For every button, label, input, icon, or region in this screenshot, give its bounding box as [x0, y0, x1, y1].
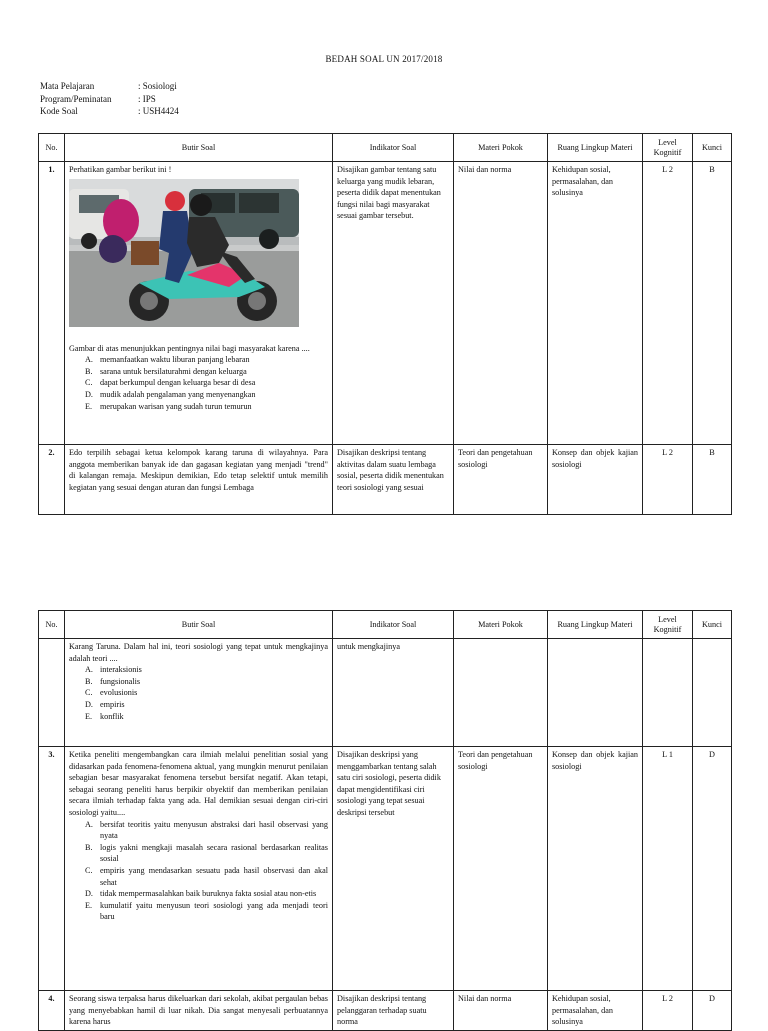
answer-option — [69, 865, 328, 888]
answer-options — [69, 664, 328, 722]
meta-value: : USH4424 — [138, 106, 179, 116]
option-text: logis yakni mengkaji masalah secara rasional berdasarkan realitas sosial — [100, 842, 328, 864]
header-materi: Materi Pokok — [454, 134, 548, 162]
option-text: bersifat teoritis yaitu menyusun abstraksi dari hasil observasi yang nyata — [100, 819, 328, 841]
question-number: 4. — [39, 991, 65, 1031]
header-indikator: Indikator Soal — [333, 611, 454, 639]
ruang-lingkup-cell: Konsep dan objek kajian sosiologi — [548, 747, 643, 991]
option-text: evolusionis — [100, 688, 138, 698]
option-text: empiris yang mendasarkan sesuatu pada hasil observasi dan akal sehat — [100, 865, 328, 887]
materi-cell: Nilai dan norma — [454, 162, 548, 445]
answer-option — [69, 687, 328, 699]
header-butir-soal: Butir Soal — [65, 611, 333, 639]
option-text: fungsionalis — [100, 676, 141, 686]
answer-option — [69, 676, 328, 688]
question-body — [65, 639, 333, 747]
indikator-cell: Disajikan deskripsi tentang aktivitas dalam suatu lembaga sosial, peserta didik menentukan teori sosiologi yang sesuai — [333, 445, 454, 515]
kunci-cell: B — [693, 445, 732, 515]
header-butir-soal: Butir Soal — [65, 134, 333, 162]
meta-row-subject — [40, 80, 179, 93]
option-text: konflik — [100, 711, 124, 721]
materi-cell: Teori dan pengetahuan sosiologi — [454, 747, 548, 991]
materi-cell-empty — [454, 639, 548, 747]
meta-row-code — [40, 105, 179, 118]
header-kunci: Kunci — [693, 134, 732, 162]
table-row — [39, 991, 732, 1031]
level-cell: L 2 — [643, 162, 693, 445]
answer-option — [69, 888, 328, 900]
table-row — [39, 639, 732, 747]
option-text: dapat berkumpul dengan keluarga besar di desa — [100, 378, 256, 388]
option-letter: B. — [85, 842, 93, 852]
header-no: No. — [39, 134, 65, 162]
meta-row-program — [40, 93, 179, 106]
kunci-cell: B — [693, 162, 732, 445]
option-text: sarana untuk bersilaturahmi dengan keluarga — [100, 366, 247, 376]
table-header-row — [39, 611, 732, 639]
header-no: No. — [39, 611, 65, 639]
answer-option — [69, 389, 328, 401]
meta-label: Program/Peminatan — [40, 93, 112, 104]
answer-option — [69, 711, 328, 723]
answer-option — [69, 401, 328, 413]
question-stem: Ketika peneliti mengembangkan cara ilmiah melalui penelitian sosial yang didasarkan pada fenomena-fenomena aktual, yang mungkin menurut penilaian sebagian besar masyarakat fenomena tersebut bersifat negatif. Akan tetapi, sebagai seorang peneliti harus berpikir obyektif dan memberikan penilaian secara ilmiah terhadap fakta yang ada. Hal demikian sesuai dengan ciri-ciri sosiologi yaitu.... — [69, 750, 328, 817]
answer-option — [69, 377, 328, 389]
ruang-lingkup-cell: Konsep dan objek kajian sosiologi — [548, 445, 643, 515]
answer-option — [69, 699, 328, 711]
question-body — [65, 162, 333, 445]
option-letter: A. — [85, 665, 93, 675]
option-text: interaksionis — [100, 665, 142, 675]
indikator-cell: untuk mengkajinya — [333, 639, 454, 747]
document-page-2 — [0, 596, 768, 1027]
option-letter: B. — [85, 676, 93, 686]
question-intro: Perhatikan gambar berikut ini ! — [69, 165, 172, 174]
header-materi: Materi Pokok — [454, 611, 548, 639]
question-number-empty — [39, 639, 65, 747]
materi-cell: Teori dan pengetahuan sosiologi — [454, 445, 548, 515]
option-text: kumulatif yaitu menyusun teori sosiologi yang ada menjadi teori baru — [100, 900, 328, 922]
level-cell: L 2 — [643, 991, 693, 1031]
question-number: 2. — [39, 445, 65, 515]
meta-value: : IPS — [138, 93, 156, 104]
kunci-cell: D — [693, 991, 732, 1031]
ruang-lingkup-cell: Kehidupan sosial, permasalahan, dan solusinya — [548, 162, 643, 445]
page-gap — [0, 520, 768, 596]
question-number: 1. — [39, 162, 65, 445]
question-number: 3. — [39, 747, 65, 991]
ruang-lingkup-cell: Kehidupan sosial, permasalahan, dan solusinya — [548, 991, 643, 1031]
option-letter: E. — [85, 900, 93, 910]
indikator-cell: Disajikan deskripsi tentang pelanggaran terhadap suatu norma — [333, 991, 454, 1031]
answer-options — [69, 354, 328, 412]
materi-cell: Nilai dan norma — [454, 991, 548, 1031]
header-ruang-lingkup: Ruang Lingkup Materi — [548, 134, 643, 162]
question-stem: Karang Taruna. Dalam hal ini, teori sosiologi yang tepat untuk mengkajinya adalah teori .... — [69, 642, 328, 663]
question-table-2 — [38, 610, 732, 1031]
answer-option — [69, 366, 328, 378]
option-letter: E. — [85, 401, 93, 411]
ruang-lingkup-cell-empty — [548, 639, 643, 747]
header-kunci: Kunci — [693, 611, 732, 639]
option-text: mudik adalah pengalaman yang menyenangkan — [100, 389, 256, 399]
question-stem: Gambar di atas menunjukkan pentingnya nilai bagi masyarakat karena .... — [69, 343, 310, 353]
option-text: merupakan warisan yang sudah turun temurun — [100, 401, 252, 411]
level-cell: L 2 — [643, 445, 693, 515]
option-letter: D. — [85, 889, 93, 899]
document-title: BEDAH SOAL UN 2017/2018 — [325, 54, 443, 64]
meta-label: Kode Soal — [40, 106, 78, 116]
option-letter: D. — [85, 389, 93, 399]
answer-option — [69, 842, 328, 865]
kunci-cell-empty — [693, 639, 732, 747]
option-letter: D. — [85, 699, 93, 709]
answer-option — [69, 664, 328, 676]
option-letter: C. — [85, 865, 93, 875]
option-letter: C. — [85, 688, 93, 698]
header-level: Level Kognitif — [643, 611, 693, 639]
table-row — [39, 747, 732, 991]
indikator-cell: Disajikan gambar tentang satu keluarga yang mudik lebaran, peserta didik dapat menentukan fungsi nilai bagi masyarakat sesuai gambar tersebut. — [333, 162, 454, 445]
header-ruang-lingkup: Ruang Lingkup Materi — [548, 611, 643, 639]
option-text: tidak mempermasalahkan baik buruknya fakta sosial atau non-etis — [100, 889, 317, 899]
answer-option — [69, 819, 328, 842]
question-stem: Seorang siswa terpaksa harus dikeluarkan dari sekolah, akibat pergaulan bebas yang menyebabkan hamil di luar nikah. Dia sangat menyesali perbuatannya karena harus — [65, 991, 333, 1031]
option-letter: C. — [85, 378, 93, 388]
level-cell-empty — [643, 639, 693, 747]
meta-label: Mata Pelajaran — [40, 81, 95, 91]
option-letter: E. — [85, 711, 93, 721]
header-indikator: Indikator Soal — [333, 134, 454, 162]
kunci-cell: D — [693, 747, 732, 991]
meta-value: : Sosiologi — [138, 81, 177, 91]
question-body — [65, 747, 333, 991]
level-cell: L 1 — [643, 747, 693, 991]
table-row — [39, 445, 732, 515]
indikator-cell: Disajikan deskripsi yang menggambarkan tentang salah satu ciri sosiologi, peserta didik dapat mengidentifikasi ciri sosiologi yang tepat sesuai deskripsi tersebut — [333, 747, 454, 991]
table-row — [39, 162, 732, 445]
option-letter: B. — [85, 366, 93, 376]
mudik-motorcycle-photo — [69, 179, 299, 327]
question-table-1 — [38, 133, 732, 515]
document-meta — [40, 80, 179, 118]
question-stem: Edo terpilih sebagai ketua kelompok karang taruna di wilayahnya. Para anggota memberikan banyak ide dan gagasan kegiatan yang menjadi "trend" di kalangan remaja. Meskipun demikian, Edo tetap selektif untuk memilih kegiatan yang sesuai dengan aturan dan fungsi Lembaga — [65, 445, 333, 515]
option-text: memanfaatkan waktu liburan panjang lebaran — [100, 355, 250, 365]
answer-option — [69, 354, 328, 366]
option-text: empiris — [100, 699, 125, 709]
option-letter: A. — [85, 355, 93, 365]
table-header-row — [39, 134, 732, 162]
answer-options — [69, 819, 328, 923]
answer-option — [69, 900, 328, 923]
option-letter: A. — [85, 819, 93, 829]
header-level: Level Kognitif — [643, 134, 693, 162]
